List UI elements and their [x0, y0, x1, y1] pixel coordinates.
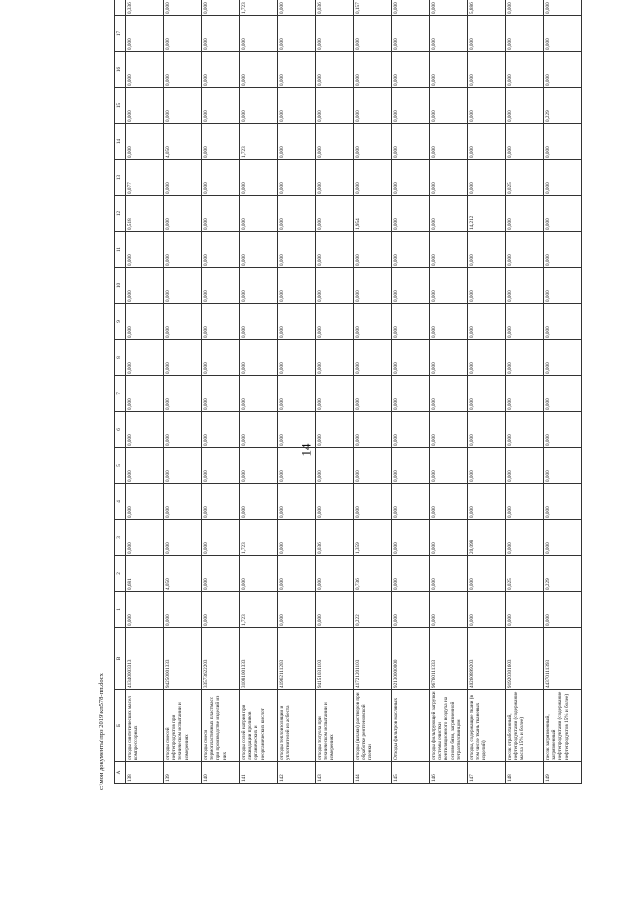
value-cell: 0,077 — [126, 160, 164, 196]
waste-name-cell: отходы фильтрующей загрузки системы очистки вентиляционного воздуха на основе бязи, загрязненной тетраэтилсвинцом — [430, 690, 468, 762]
value-cell: 0,000 — [202, 376, 240, 412]
waste-code-cell: 91920301603 — [506, 628, 544, 690]
row-number-cell: 143 — [316, 762, 354, 784]
value-cell: 0,000 — [506, 124, 544, 160]
value-cell: 0,000 — [392, 232, 430, 268]
value-cell: 0,000 — [544, 448, 582, 484]
value-cell: 5,886 — [468, 0, 506, 16]
value-cell: 0,000 — [126, 52, 164, 88]
column-header: Б — [115, 690, 126, 762]
value-cell: 0,000 — [506, 448, 544, 484]
value-cell: 0,000 — [430, 16, 468, 52]
value-cell: 0,000 — [354, 412, 392, 448]
table-row — [430, 0, 468, 784]
waste-code-cell: 33573622203 — [202, 628, 240, 690]
value-cell: 0,000 — [240, 160, 278, 196]
value-cell: 0,000 — [126, 592, 164, 628]
value-cell: 0,000 — [468, 160, 506, 196]
value-cell: 0,000 — [392, 448, 430, 484]
value-cell: 0,000 — [278, 160, 316, 196]
waste-name-cell: отходы солей натрия при ликвидации проливов органических и неорганических кислот — [240, 690, 278, 762]
value-cell: 0,000 — [240, 232, 278, 268]
value-cell: 0,000 — [126, 88, 164, 124]
value-cell: 0,000 — [316, 268, 354, 304]
value-cell: 0,000 — [544, 520, 582, 556]
table-row — [278, 0, 316, 784]
value-cell: 0,000 — [544, 160, 582, 196]
value-cell: 0,000 — [278, 88, 316, 124]
row-number-cell: 145 — [392, 762, 430, 784]
value-cell: 0,036 — [316, 0, 354, 16]
value-cell: 0,000 — [430, 592, 468, 628]
value-cell: 0,000 — [468, 268, 506, 304]
row-number-cell: 139 — [164, 762, 202, 784]
value-cell: 0,000 — [240, 304, 278, 340]
row-number-cell: 142 — [278, 762, 316, 784]
value-cell: 0,000 — [430, 0, 468, 16]
value-cell: 1,723 — [240, 592, 278, 628]
waste-code-cell: 31081001333 — [240, 628, 278, 690]
table-row — [164, 0, 202, 784]
value-cell: 0,000 — [430, 304, 468, 340]
value-cell: 0,000 — [316, 304, 354, 340]
value-cell: 0,000 — [506, 520, 544, 556]
value-cell: 0,000 — [506, 268, 544, 304]
value-cell: 0,000 — [164, 232, 202, 268]
value-cell: 0,000 — [354, 124, 392, 160]
value-cell: 0,000 — [354, 484, 392, 520]
waste-code-cell: 94250001333 — [164, 628, 202, 690]
value-cell: 0,000 — [392, 340, 430, 376]
value-cell: 0,000 — [316, 52, 354, 88]
value-cell: 0,000 — [544, 52, 582, 88]
value-cell: 0,000 — [316, 88, 354, 124]
value-cell: 0,000 — [240, 556, 278, 592]
value-cell: 0,000 — [164, 376, 202, 412]
table-row — [240, 0, 278, 784]
value-cell: 0,000 — [164, 592, 202, 628]
value-cell: 0,000 — [202, 340, 240, 376]
value-cell: 0,000 — [354, 304, 392, 340]
value-cell: 0,000 — [354, 88, 392, 124]
value-cell: 0,000 — [430, 376, 468, 412]
value-cell: 0,000 — [392, 196, 430, 232]
value-cell: 0,157 — [354, 0, 392, 16]
value-cell: 0,000 — [202, 304, 240, 340]
value-cell: 0,000 — [278, 520, 316, 556]
waste-name-cell: отходы (шлаки) растворов при обработке рентгеновской пленки — [354, 690, 392, 762]
value-cell: 0,000 — [202, 0, 240, 16]
value-cell: 0,000 — [126, 412, 164, 448]
value-cell: 0,000 — [202, 52, 240, 88]
value-cell: 0,025 — [506, 556, 544, 592]
value-cell: 0,000 — [278, 376, 316, 412]
value-cell: 0,000 — [468, 232, 506, 268]
waste-name-cell: отходы синтетических масел компрессорных — [126, 690, 164, 762]
value-cell: 0,000 — [506, 592, 544, 628]
value-cell: 0,000 — [126, 376, 164, 412]
value-cell: 0,036 — [316, 520, 354, 556]
value-cell: 0,000 — [240, 340, 278, 376]
value-cell: 0,000 — [544, 124, 582, 160]
row-number-cell: 138 — [126, 762, 164, 784]
value-cell: 0,000 — [202, 160, 240, 196]
value-cell: 0,000 — [316, 448, 354, 484]
value-cell: 0,000 — [468, 376, 506, 412]
waste-name-cell: отходы теплоизоляции и уплотнителей из асбеста — [278, 690, 316, 762]
value-cell: 0,518 — [126, 196, 164, 232]
value-cell: 0,000 — [544, 0, 582, 16]
value-cell: 0,000 — [126, 484, 164, 520]
value-cell: 0,000 — [430, 88, 468, 124]
column-header: 10 — [115, 268, 126, 304]
value-cell: 0,000 — [240, 376, 278, 412]
value-cell: 0,229 — [544, 88, 582, 124]
value-cell: 0,000 — [430, 448, 468, 484]
value-cell: 1,954 — [354, 196, 392, 232]
value-cell: 0,000 — [430, 340, 468, 376]
value-cell: 0,000 — [392, 52, 430, 88]
rotated-table-sheet — [114, 2, 570, 784]
waste-code-cell: 40260899203 — [468, 628, 506, 690]
value-cell: 4,050 — [164, 556, 202, 592]
value-cell: 0,000 — [202, 556, 240, 592]
value-cell: 0,000 — [164, 16, 202, 52]
value-cell: 0,000 — [316, 556, 354, 592]
value-cell: 0,000 — [430, 484, 468, 520]
value-cell: 0,229 — [544, 556, 582, 592]
column-header: 6 — [115, 412, 126, 448]
value-cell: 0,000 — [126, 232, 164, 268]
value-cell: 0,000 — [506, 88, 544, 124]
value-cell: 0,000 — [240, 484, 278, 520]
table-row — [316, 0, 354, 784]
value-cell: 0,000 — [354, 232, 392, 268]
value-cell: 0,000 — [164, 304, 202, 340]
value-cell: 0,000 — [316, 124, 354, 160]
value-cell: 0,000 — [202, 16, 240, 52]
row-number-cell: 144 — [354, 762, 392, 784]
value-cell: 0,000 — [354, 376, 392, 412]
value-cell: 0,000 — [354, 448, 392, 484]
value-cell: 0,000 — [278, 412, 316, 448]
value-cell: 0,000 — [278, 16, 316, 52]
value-cell: 0,000 — [506, 232, 544, 268]
value-cell: 0,000 — [468, 340, 506, 376]
value-cell: 0,000 — [430, 160, 468, 196]
value-cell: 0,000 — [240, 412, 278, 448]
value-cell: 0,000 — [164, 52, 202, 88]
value-cell: 0,000 — [202, 520, 240, 556]
value-cell: 0,000 — [278, 196, 316, 232]
value-cell: 14,212 — [468, 196, 506, 232]
value-cell: 0,000 — [164, 0, 202, 16]
value-cell: 0,000 — [164, 412, 202, 448]
value-cell: 0,000 — [430, 520, 468, 556]
column-header: 13 — [115, 160, 126, 196]
value-cell: 0,000 — [392, 16, 430, 52]
column-header: 7 — [115, 376, 126, 412]
value-cell: 0,000 — [278, 592, 316, 628]
waste-code-cell: 92130000000 — [392, 628, 430, 690]
value-cell: 0,000 — [506, 52, 544, 88]
value-cell: 0,000 — [278, 304, 316, 340]
value-cell: 0,000 — [126, 16, 164, 52]
value-cell: 0,000 — [392, 0, 430, 16]
value-cell: 0,000 — [126, 304, 164, 340]
column-header: 2 — [115, 556, 126, 592]
value-cell: 0,000 — [278, 448, 316, 484]
column-header: 9 — [115, 304, 126, 340]
value-cell: 0,336 — [126, 0, 164, 16]
value-cell: 0,000 — [164, 340, 202, 376]
waste-code-cell: 94151031103 — [316, 628, 354, 690]
value-cell: 0,000 — [468, 304, 506, 340]
value-cell: 0,000 — [126, 520, 164, 556]
value-cell: 0,736 — [354, 556, 392, 592]
value-cell: 0,681 — [126, 556, 164, 592]
waste-data-table — [114, 0, 582, 784]
value-cell: 0,000 — [506, 340, 544, 376]
value-cell: 0,000 — [468, 556, 506, 592]
value-cell: 0,000 — [164, 88, 202, 124]
row-number-cell: 148 — [506, 762, 544, 784]
value-cell: 0,000 — [392, 88, 430, 124]
value-cell: 0,000 — [544, 376, 582, 412]
value-cell: 0,000 — [506, 304, 544, 340]
value-cell: 0,000 — [468, 412, 506, 448]
value-cell: 0,000 — [468, 448, 506, 484]
value-cell: 0,000 — [468, 592, 506, 628]
column-header: 15 — [115, 88, 126, 124]
value-cell: 0,000 — [354, 16, 392, 52]
value-cell: 0,000 — [430, 52, 468, 88]
value-cell: 0,000 — [202, 268, 240, 304]
value-cell: 0,000 — [202, 484, 240, 520]
value-cell: 0,000 — [354, 160, 392, 196]
value-cell: 0,000 — [430, 268, 468, 304]
waste-name-cell: песок отработанный, нефтепродуктами (содержание масла 15% и более) — [506, 690, 544, 762]
table-row — [506, 0, 544, 784]
waste-name-cell: отходы толуола при техническом испытании и измерениях — [316, 690, 354, 762]
row-number-cell: 147 — [468, 762, 506, 784]
value-cell: 0,000 — [202, 124, 240, 160]
value-cell: 0,000 — [164, 160, 202, 196]
value-cell: 0,000 — [164, 448, 202, 484]
value-cell: 0,000 — [506, 16, 544, 52]
value-cell: 1,359 — [354, 520, 392, 556]
value-cell: 0,000 — [316, 592, 354, 628]
value-cell: 0,000 — [506, 0, 544, 16]
value-cell: 0,000 — [164, 268, 202, 304]
value-cell: 0,000 — [544, 484, 582, 520]
value-cell: 0,000 — [544, 592, 582, 628]
table-body — [126, 0, 582, 784]
value-cell: 0,000 — [544, 304, 582, 340]
value-cell: 0,000 — [468, 88, 506, 124]
value-cell: 0,000 — [202, 232, 240, 268]
value-cell: 0,000 — [392, 304, 430, 340]
waste-code-cell: 41721201103 — [354, 628, 392, 690]
value-cell: 0,000 — [316, 196, 354, 232]
value-cell: 0,000 — [468, 484, 506, 520]
value-cell: 0,000 — [392, 556, 430, 592]
value-cell: 0,000 — [278, 232, 316, 268]
value-cell: 0,000 — [430, 196, 468, 232]
value-cell: 0,000 — [354, 52, 392, 88]
waste-name-cell: отходы смеси термопластичных пластмасс при производстве изделий из них — [202, 690, 240, 762]
value-cell: 0,000 — [392, 268, 430, 304]
waste-code-cell: 41962111203 — [278, 628, 316, 690]
value-cell: 0,000 — [392, 592, 430, 628]
value-cell: 0,000 — [126, 124, 164, 160]
value-cell: 0,000 — [316, 16, 354, 52]
waste-code-cell: 44370111393 — [544, 628, 582, 690]
value-cell: 0,000 — [240, 52, 278, 88]
value-cell: 0,000 — [278, 52, 316, 88]
value-cell: 0,000 — [278, 556, 316, 592]
page-number: 14 — [298, 443, 314, 457]
value-cell: 0,025 — [506, 160, 544, 196]
value-cell: 20,098 — [468, 520, 506, 556]
table-row — [468, 0, 506, 784]
value-cell: 0,000 — [316, 376, 354, 412]
value-cell: 0,000 — [392, 412, 430, 448]
value-cell: 0,000 — [240, 448, 278, 484]
value-cell: 0,000 — [544, 340, 582, 376]
column-header: 8 — [115, 340, 126, 376]
column-header: 12 — [115, 196, 126, 232]
value-cell: 0,000 — [202, 412, 240, 448]
column-header — [115, 0, 126, 16]
value-cell: 0,000 — [202, 592, 240, 628]
row-number-cell: 149 — [544, 762, 582, 784]
column-header: 16 — [115, 52, 126, 88]
waste-code-cell: 96760111333 — [430, 628, 468, 690]
value-cell: 0,000 — [354, 268, 392, 304]
table-row — [202, 0, 240, 784]
value-cell: 0,000 — [392, 124, 430, 160]
value-cell: 0,000 — [430, 412, 468, 448]
value-cell: 0,000 — [506, 484, 544, 520]
value-cell: 0,000 — [240, 16, 278, 52]
column-header: 1 — [115, 592, 126, 628]
waste-name-cell: отходы, содержащие ткани (в том числе ткань тканевых изделий) — [468, 690, 506, 762]
value-cell: 0,000 — [316, 484, 354, 520]
value-cell: 0,000 — [278, 124, 316, 160]
value-cell: 0,000 — [506, 376, 544, 412]
value-cell: 0,000 — [506, 412, 544, 448]
value-cell: 0,000 — [430, 232, 468, 268]
value-cell: 0,000 — [544, 16, 582, 52]
value-cell: 0,000 — [126, 268, 164, 304]
column-header: 11 — [115, 232, 126, 268]
waste-code-cell: 41340003313 — [126, 628, 164, 690]
value-cell: 0,000 — [278, 0, 316, 16]
value-cell: 0,000 — [468, 124, 506, 160]
value-cell: 0,000 — [316, 412, 354, 448]
table-row — [544, 0, 582, 784]
column-header: 5 — [115, 448, 126, 484]
value-cell: 0,000 — [240, 88, 278, 124]
value-cell: 0,000 — [544, 196, 582, 232]
waste-name-cell: песок загрязненный, загрязненный нефтепродуктами (содержание нефтепродуктов 15% и более) — [544, 690, 582, 762]
value-cell: 0,000 — [240, 196, 278, 232]
column-header: А — [115, 762, 126, 784]
column-header: В — [115, 628, 126, 690]
column-header: 3 — [115, 520, 126, 556]
table-row — [392, 0, 430, 784]
value-cell: 0,222 — [354, 592, 392, 628]
column-header-row — [115, 0, 126, 784]
value-cell: 1,723 — [240, 124, 278, 160]
value-cell: 0,000 — [278, 268, 316, 304]
value-cell: 0,000 — [392, 160, 430, 196]
value-cell: 0,000 — [202, 196, 240, 232]
value-cell: 0,000 — [164, 520, 202, 556]
column-header: 14 — [115, 124, 126, 160]
value-cell: 0,000 — [430, 124, 468, 160]
value-cell: 0,000 — [316, 160, 354, 196]
value-cell: 0,000 — [430, 556, 468, 592]
value-cell: 0,000 — [316, 232, 354, 268]
value-cell: 0,000 — [468, 52, 506, 88]
column-header: 17 — [115, 16, 126, 52]
row-number-cell: 140 — [202, 762, 240, 784]
value-cell: 0,000 — [278, 340, 316, 376]
value-cell: 0,000 — [392, 376, 430, 412]
value-cell: 0,000 — [468, 16, 506, 52]
value-cell: 0,000 — [126, 340, 164, 376]
value-cell: 0,000 — [354, 340, 392, 376]
value-cell: 0,000 — [544, 412, 582, 448]
table-row — [126, 0, 164, 784]
row-number-cell: 141 — [240, 762, 278, 784]
value-cell: 1,723 — [240, 520, 278, 556]
value-cell: 0,000 — [164, 484, 202, 520]
value-cell: 0,000 — [392, 520, 430, 556]
file-path-text: c:\мои документы\прз 2019\кп578-пп.docx — [98, 673, 105, 790]
value-cell: 4,050 — [164, 124, 202, 160]
column-header: 4 — [115, 484, 126, 520]
value-cell: 0,000 — [392, 484, 430, 520]
row-number-cell: 146 — [430, 762, 468, 784]
value-cell: 0,000 — [544, 232, 582, 268]
value-cell: 1,723 — [240, 0, 278, 16]
value-cell: 0,000 — [506, 196, 544, 232]
value-cell: 0,000 — [202, 88, 240, 124]
value-cell: 0,000 — [164, 196, 202, 232]
value-cell: 0,000 — [278, 484, 316, 520]
value-cell: 0,000 — [544, 268, 582, 304]
value-cell: 0,000 — [316, 340, 354, 376]
waste-name-cell: отходы смесей нефтепродуктов при техническом испытании и измерениях — [164, 690, 202, 762]
table-row — [354, 0, 392, 784]
value-cell: 0,000 — [240, 268, 278, 304]
value-cell: 0,000 — [202, 448, 240, 484]
waste-name-cell: Отходы фильтров масляных — [392, 690, 430, 762]
value-cell: 0,000 — [126, 448, 164, 484]
